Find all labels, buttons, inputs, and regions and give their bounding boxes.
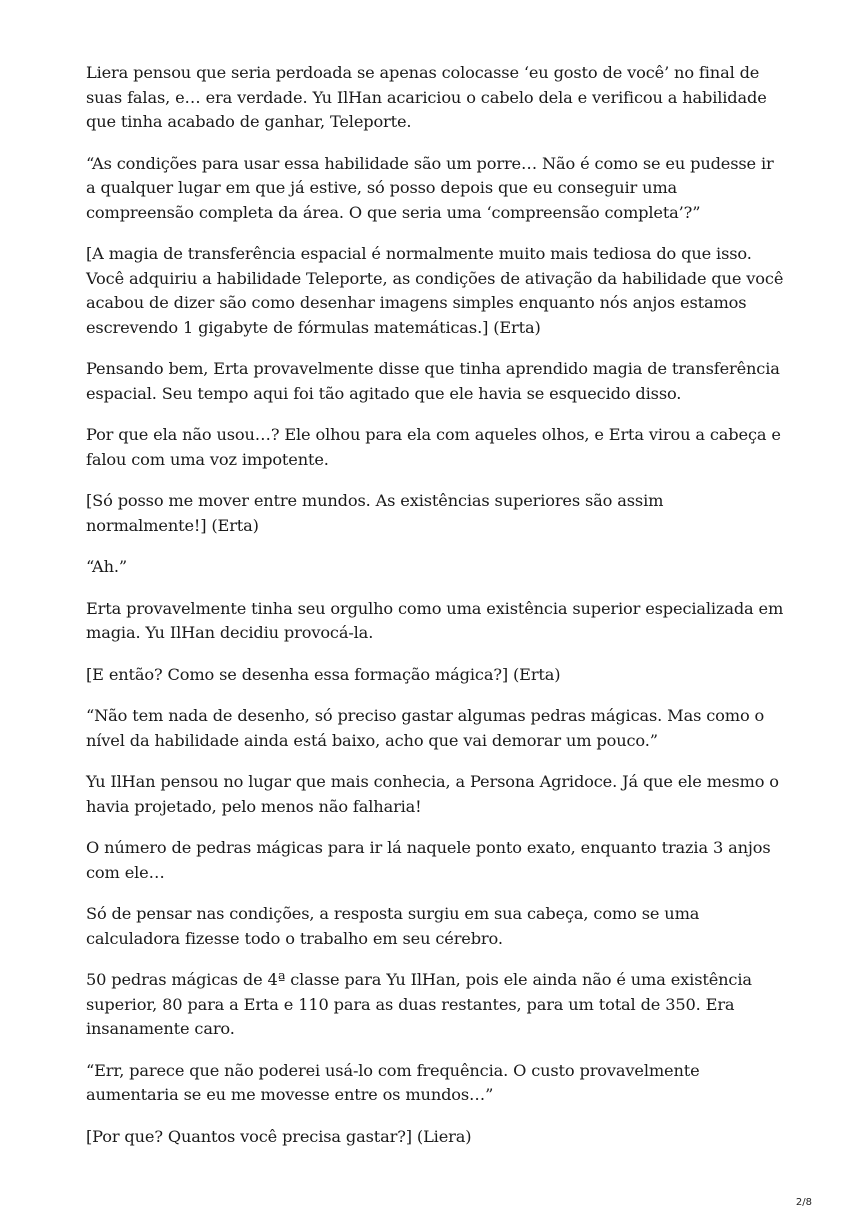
paragraph-14: 50 pedras mágicas de 4ª classe para Yu IlHan, pois ele ainda não é uma existência superior, 80 para a Erta e 110 para as duas restantes, para um total de 350. Era insanamente caro. (86, 970, 752, 1038)
paragraph-7: “Ah.” (86, 557, 127, 576)
paragraph-15: “Err, parece que não poderei usá-lo com frequência. O custo provavelmente aumentaria se eu me movesse entre os mundos…” (86, 1060, 700, 1104)
paragraph-12: O número de pedras mágicas para ir lá naquele ponto exato, enquanto trazia 3 anjos com ele… (86, 838, 771, 882)
paragraph-3: [A magia de transferência espacial é normalmente muito mais tediosa do que isso. Você adquiriu a habilidade Teleporte, as condições de ativação da habilidade que você acabou de dizer são como desenhar imagens simples enquanto nós anjos estamos escrevendo 1 gigabyte de fórmulas matemáticas.] (Erta) (86, 244, 784, 337)
paragraph-2: “As condições para usar essa habilidade são um porre… Não é como se eu pudesse ir a qualquer lugar em que já estive, só posso depois que eu conseguir uma compreensão completa da área. O que seria uma ‘compreensão completa’?” (86, 153, 774, 222)
paragraph-6: [Só posso me mover entre mundos. As existências superiores são assim normalmente!] (Erta) (86, 491, 664, 535)
paragraph-13: Só de pensar nas condições, a resposta surgiu em sua cabeça, como se uma calculadora fizesse todo o trabalho em seu cérebro. (86, 904, 700, 948)
paragraph-8: Erta provavelmente tinha seu orgulho como uma existência superior especializada em magia. Yu IlHan decidiu provocá-la. (86, 598, 784, 642)
paragraph-10: “Não tem nada de desenho, só preciso gastar algumas pedras mágicas. Mas como o nível da habilidade ainda está baixo, acho que vai demorar um pouco.” (86, 706, 765, 750)
document-body (86, 61, 786, 1166)
paragraph-4: Pensando bem, Erta provavelmente disse que tinha aprendido magia de transferência espacial. Seu tempo aqui foi tão agitado que ele havia se esquecido disso. (86, 359, 780, 403)
paragraph-16: [Por que? Quantos você precisa gastar?] (Liera) (86, 1126, 472, 1146)
page-number: 2/8 (795, 1197, 812, 1208)
paragraph-9: [E então? Como se desenha essa formação mágica?] (Erta) (86, 664, 561, 684)
paragraph-1: Liera pensou que seria perdoada se apenas colocasse ‘eu gosto de você’ no final de suas falas, e… era verdade. Yu IlHan acariciou o cabelo dela e verificou a habilidade que tinha acabado de ganhar, Teleporte. (86, 63, 767, 131)
paragraph-11: Yu IlHan pensou no lugar que mais conhecia, a Persona Agridoce. Já que ele mesmo o havia projetado, pelo menos não falharia! (86, 772, 779, 816)
paragraph-5: Por que ela não usou…? Ele olhou para ela com aqueles olhos, e Erta virou a cabeça e falou com uma voz impotente. (86, 425, 781, 469)
